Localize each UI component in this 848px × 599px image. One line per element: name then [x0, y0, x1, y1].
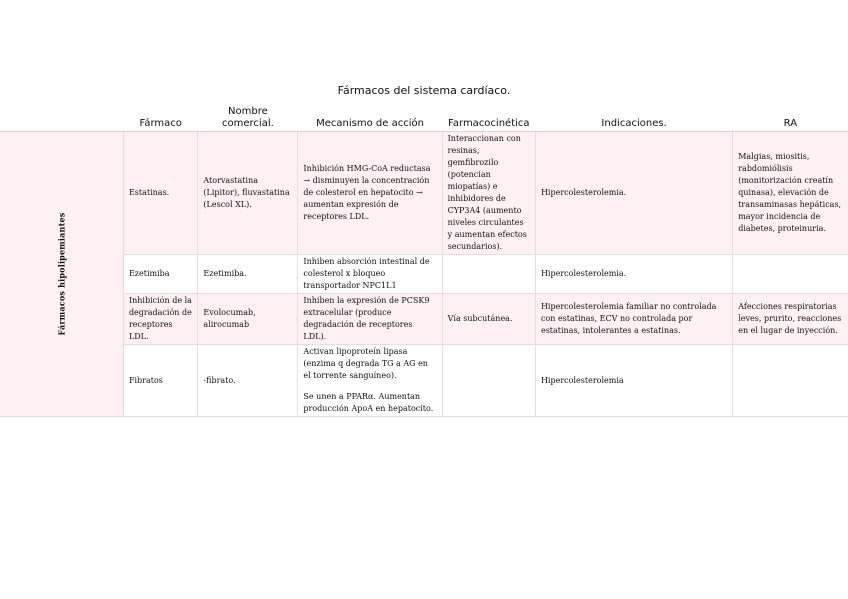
group-cell — [0, 132, 123, 417]
page-title: Fármacos del sistema cardíaco. — [337, 84, 511, 97]
cell-indicaciones: Hipercolesterolemia — [535, 345, 732, 417]
cell-ra — [733, 255, 848, 294]
cell-farmaco: Ezetimiba — [123, 255, 197, 294]
header-farmacocinetica: Farmacocinética — [442, 104, 535, 132]
table-row — [0, 132, 848, 255]
cell-nombre: Ezetimiba. — [198, 255, 298, 294]
table-row — [0, 255, 848, 294]
cell-ra — [733, 345, 848, 417]
header-mecanismo: Mecanismo de acción — [298, 104, 442, 132]
cell-indicaciones: Hipercolesterolemia. — [535, 132, 732, 255]
cell-mecanismo — [298, 345, 442, 417]
header-empty — [0, 104, 123, 132]
header-indicaciones: Indicaciones. — [535, 104, 732, 132]
cell-indicaciones: Hipercolesterolemia familiar no controlada con estatinas, ECV no controlada por estatinas, intolerantes a estatinas. — [535, 294, 732, 345]
cell-farmacocinetica — [442, 255, 535, 294]
cell-mecanismo: Inhibición HMG-CoA reductasa → disminuyen la concentración de colesterol en hepatocito → aumentan expresión de receptores LDL. — [298, 132, 442, 255]
cell-mecanismo: Inhiben la expresión de PCSK9 extracelular (produce degradación de receptores LDL). — [298, 294, 442, 345]
drug-table — [0, 104, 848, 417]
group-label: Fármacos hipolipemiantes — [56, 212, 67, 335]
table-row — [0, 294, 848, 345]
cell-farmacocinetica: Interaccionan con resinas, gemfibrozilo (potencian miopatías) e inhibidores de CYP3A4 (aumento niveles circulantes y aumentan efectos secundarios). — [442, 132, 535, 255]
header-ra: RA — [733, 104, 848, 132]
cell-nombre: Evolocumab, alirocumab — [198, 294, 298, 345]
cell-farmacocinetica — [442, 345, 535, 417]
cell-nombre: Atorvastatina (Lipitor), fluvastatina (Lescol XL). — [198, 132, 298, 255]
cell-indicaciones: Hipercolesterolemia. — [535, 255, 732, 294]
header-row — [0, 104, 848, 132]
header-nombre-comercial: Nombre comercial. — [198, 104, 298, 132]
cell-farmaco: Inhibición de la degradación de receptores LDL. — [123, 294, 197, 345]
header-farmaco: Fármaco — [123, 104, 197, 132]
table-row — [0, 345, 848, 417]
cell-farmaco: Estatinas. — [123, 132, 197, 255]
mecanismo-paragraph-1: Activan lipoproteín lipasa (enzima q degrada TG a AG en el torrente sanguíneo). — [303, 347, 428, 380]
cell-nombre: -fibrato. — [198, 345, 298, 417]
cell-mecanismo: Inhiben absorción intestinal de colesterol x bloqueo transportador NPC1L1 — [298, 255, 442, 294]
cell-farmacocinetica: Vía subcutánea. — [442, 294, 535, 345]
mecanismo-paragraph-2: Se unen a PPARα. Aumentan producción ApoA en hepatocito. — [303, 392, 434, 413]
cell-ra: Afecciones respiratorias leves, prurito, reacciones en el lugar de inyección. — [733, 294, 848, 345]
cell-ra: Malgias, miositis, rabdomiólisis (monitorización creatín quinasa), elevación de transaminasas hepáticas, mayor incidencia de diabetes, proteinuria. — [733, 132, 848, 255]
cell-farmaco: Fibratos — [123, 345, 197, 417]
